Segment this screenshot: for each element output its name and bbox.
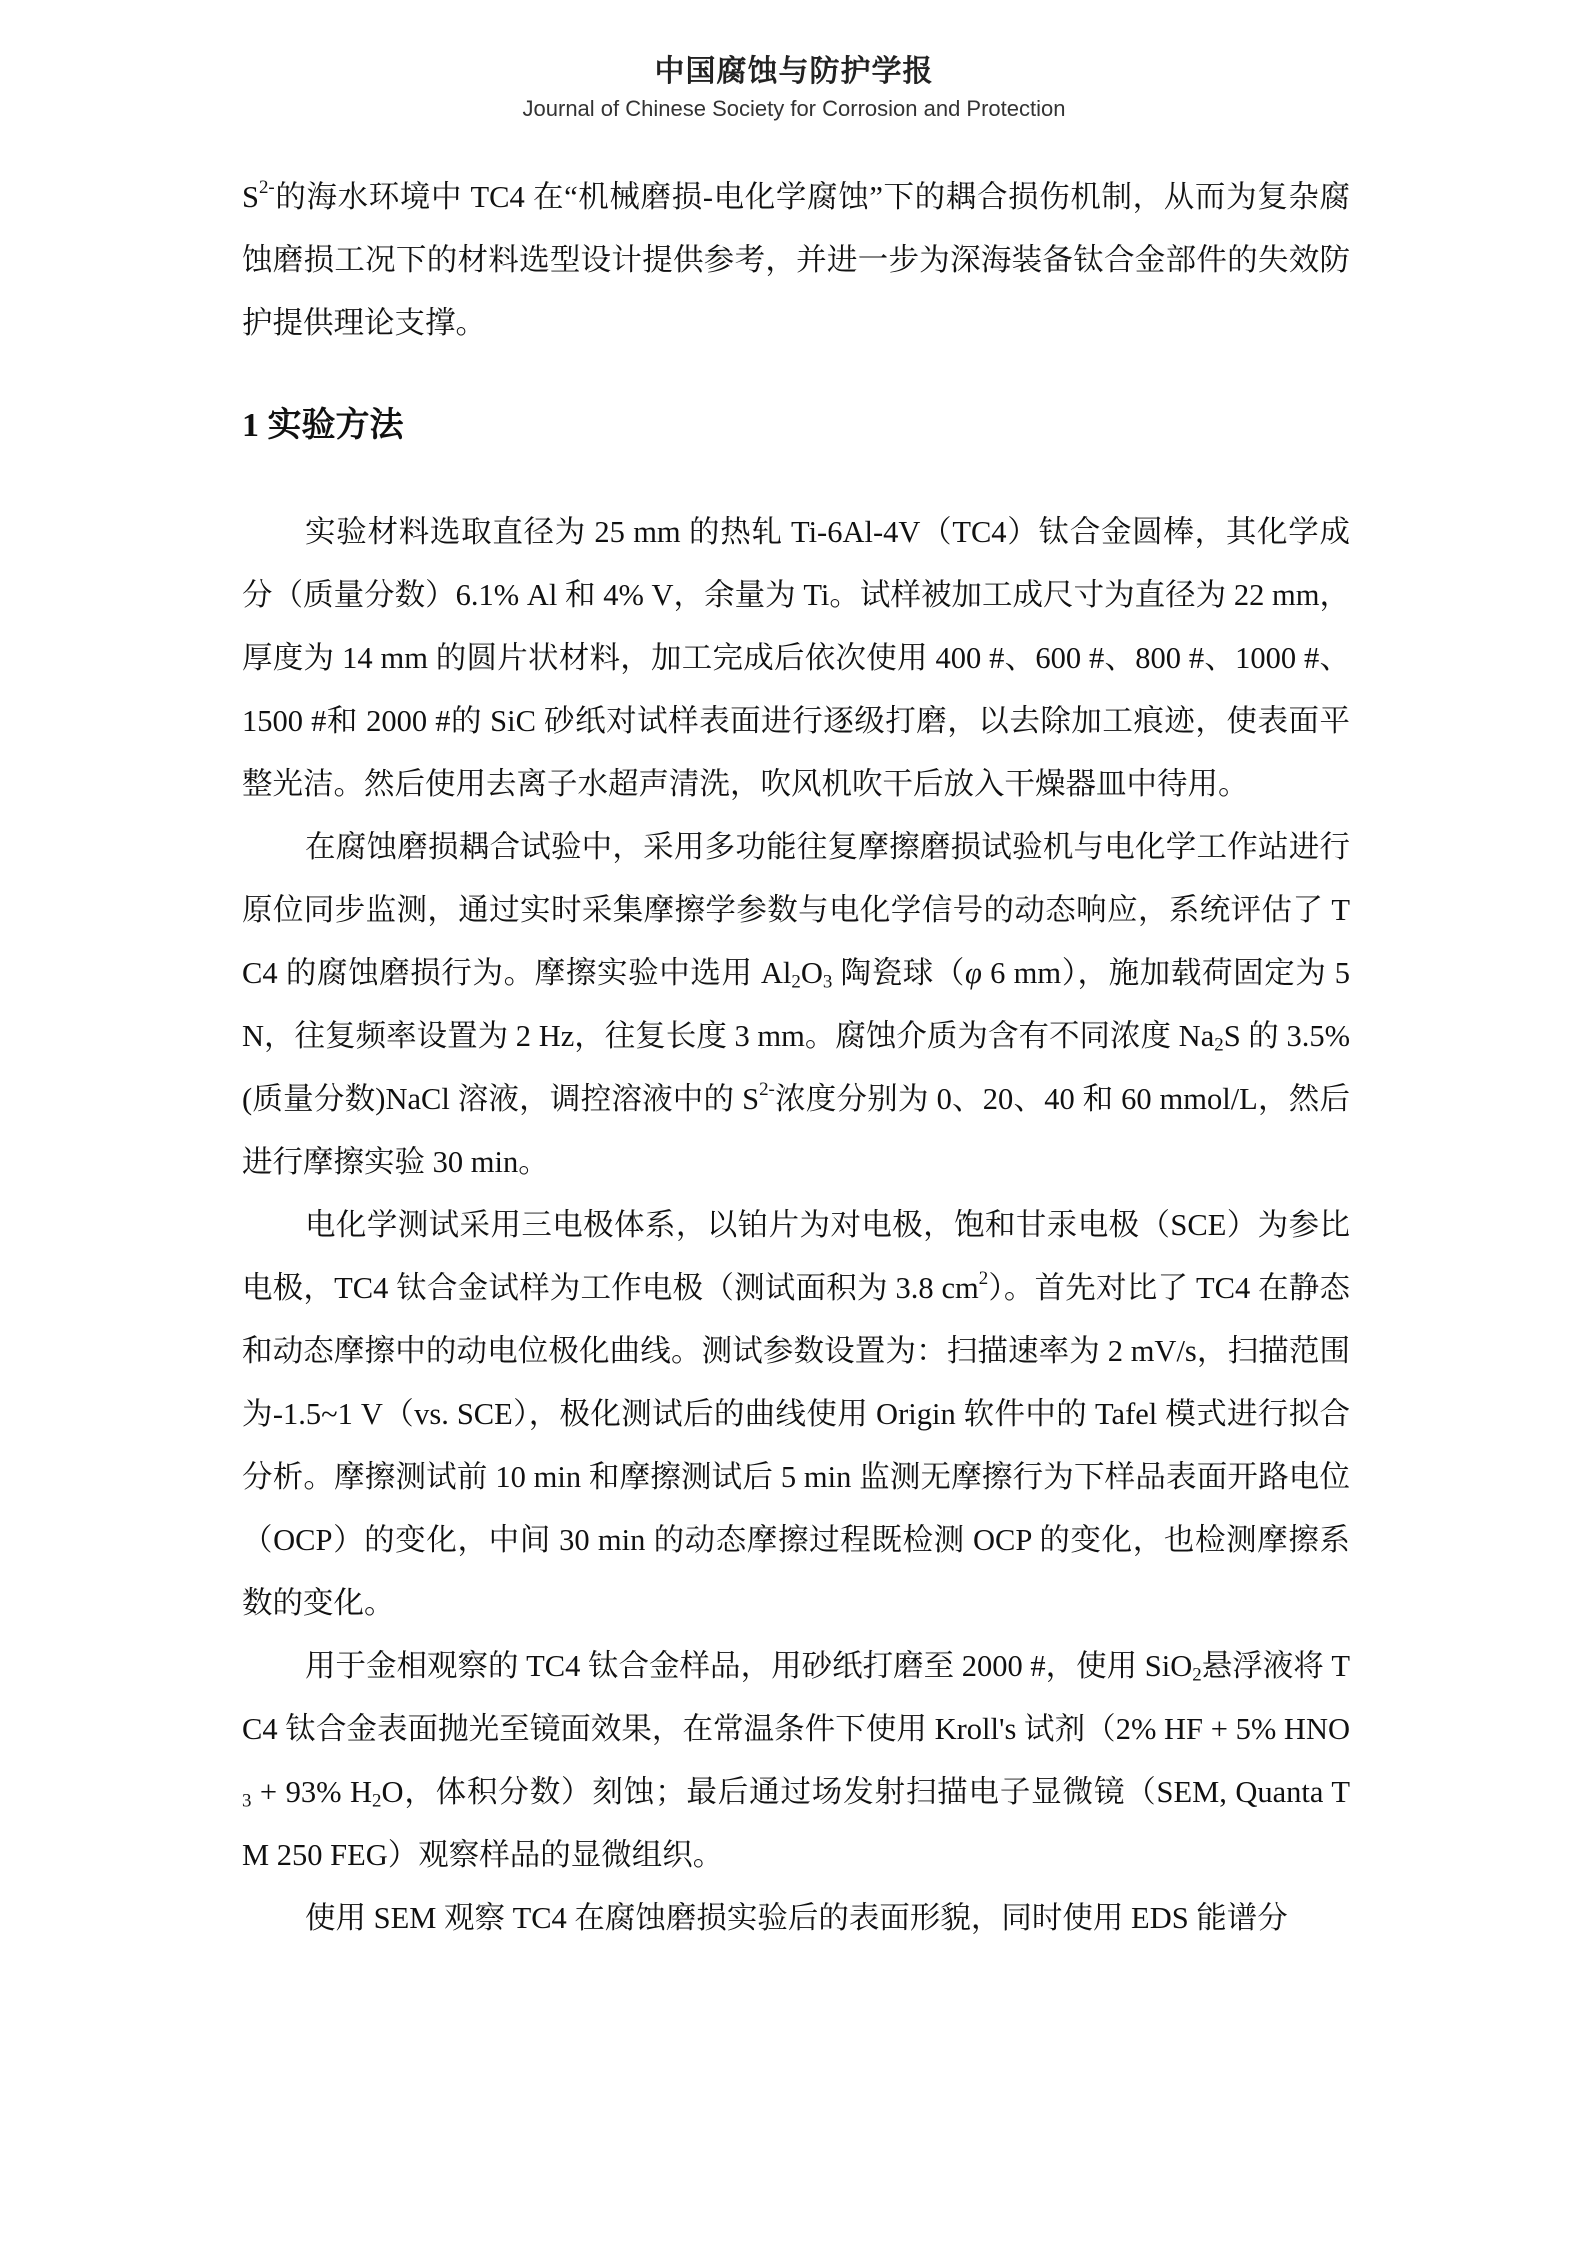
superscript: 2- — [258, 176, 275, 198]
subscript: 2 — [791, 971, 801, 993]
text-run: 的海水环境中 TC4 在“机械磨损-电化学腐蚀”下的耦合损伤机制，从而为复杂腐蚀磨损工况下的材料选型设计提供参考，并进一步为深海装备钛合金部件的失效防护提供理论支撑。 — [242, 180, 1350, 340]
body-text — [242, 166, 1350, 1950]
paragraph-electrochemical-test — [242, 1194, 1350, 1635]
paragraph-sem-analysis: 使用 SEM 观察 TC4 在腐蚀磨损实验后的表面形貌，同时使用 EDS 能谱分 — [305, 1901, 1288, 1935]
subscript: 3 — [242, 1790, 252, 1812]
text-run: S — [242, 180, 259, 214]
superscript: 2 — [978, 1267, 989, 1289]
text-run: 浓度分别为 0、20、40 和 60 mmol/L，然后进行摩擦实验 30 min。 — [242, 1082, 1351, 1179]
text-run: O — [800, 956, 823, 990]
intro-continuation-paragraph — [242, 166, 1350, 355]
text-run: ）。首先对比了 TC4 在静态和动态摩擦中的动电位极化曲线。测试参数设置为：扫描速率为 2 mV/s，扫描范围为-1.5~1 V（vs. SCE），极化测试后的曲线使用 Origin 软件中的 Tafel 模式进行拟合分析。摩擦测试前 10 min 和摩擦测试后 5 min 监测无摩擦行为下样品表面开路电位（OCP）的变化，中间 30 min 的动态摩擦过程既检测 OCP 的变化，也检测摩擦系数的变化。 — [242, 1271, 1350, 1620]
paragraph-materials: 实验材料选取直径为 25 mm 的热轧 Ti-6Al-4V（TC4）钛合金圆棒，其化学成分（质量分数）6.1% Al 和 4% V，余量为 Ti。试样被加工成尺寸为直径为 22 mm，厚度为 14 mm 的圆片状材料，加工完成后依次使用 400 #、600 #、800 #、1000 #、1500 #和 2000 #的 SiC 砂纸对试样表面进行逐级打磨，以去除加工痕迹，使表面平整光洁。然后使用去离子水超声清洗，吹风机吹干后放入干燥器皿中待用。 — [242, 515, 1350, 801]
text-run: + 93% H — [251, 1775, 372, 1809]
text-run: 电化学测试采用三电极体系，以铂片为对电极，饱和甘汞电极（SCE）为参比电极，TC4 钛合金试样为工作电极（测试面积为 3.8 cm — [242, 1208, 1350, 1305]
section-heading: 1 实验方法 — [242, 407, 404, 444]
text-run: 陶瓷球（ — [832, 956, 966, 990]
journal-title-cn: 中国腐蚀与防护学报 — [654, 54, 934, 89]
subscript: 2 — [1192, 1664, 1202, 1686]
subscript: 2 — [1214, 1034, 1224, 1056]
text-run: 悬浮液将 TC4 钛合金表面抛光至镜面效果，在常温条件下使用 Kroll's 试剂（2% HF + 5% HNO — [242, 1649, 1350, 1746]
text-run: 6 mm），施加载荷固定为 5 N，往复频率设置为 2 Hz，往复长度 3 mm。腐蚀介质为含有不同浓度 Na — [242, 956, 1351, 1053]
subscript: 3 — [822, 971, 833, 993]
subscript: 2 — [372, 1790, 382, 1812]
text-run: 用于金相观察的 TC4 钛合金样品，用砂纸打磨至 2000 #，使用 SiO — [305, 1649, 1193, 1683]
journal-title-en: Journal of Chinese Society for Corrosion and Protection — [522, 96, 1066, 121]
paragraph-tribocorrosion-test — [242, 816, 1350, 1194]
text-run: O，体积分数）刻蚀；最后通过场发射扫描电子显微镜（SEM, Quanta TM 250 FEG）观察样品的显微组织。 — [242, 1775, 1350, 1872]
phi-symbol: φ — [965, 956, 982, 990]
superscript: 2- — [759, 1078, 775, 1100]
paragraph-metallography — [242, 1635, 1350, 1887]
journal-header — [0, 52, 1588, 124]
text-run: 在腐蚀磨损耦合试验中，采用多功能往复摩擦磨损试验机与电化学工作站进行原位同步监测，通过实时采集摩擦学参数与电化学信号的动态响应，系统评估了 TC4 的腐蚀磨损行为。摩擦实验中选用 Al — [242, 830, 1350, 990]
text-run: S 的 3.5%(质量分数)NaCl 溶液，调控溶液中的 S — [242, 1019, 1350, 1116]
